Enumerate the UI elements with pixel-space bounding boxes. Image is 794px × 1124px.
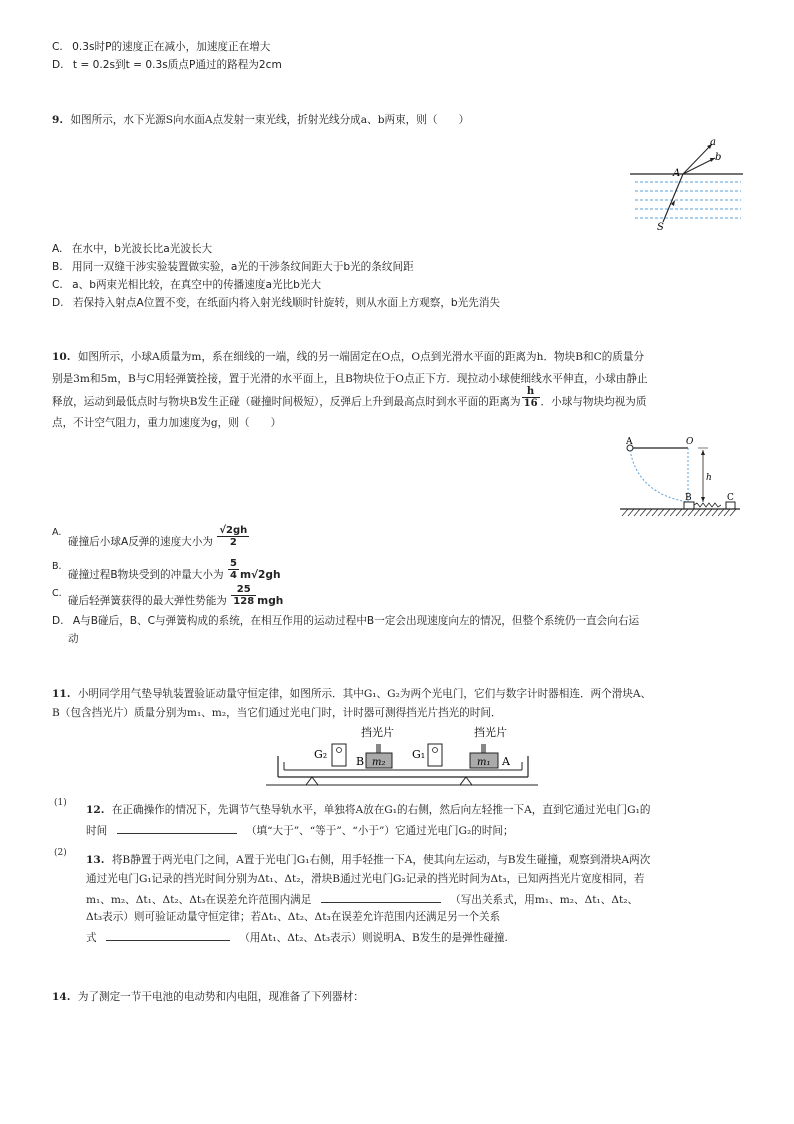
fraction-denominator: 128: [233, 595, 255, 607]
q13-line1: [86, 853, 650, 867]
option-text: 若保持入射点A位置不变，在纸面内将入射光线顺时针旋转，则从水面上方观察，b光先消失: [72, 297, 501, 309]
figure-label-shade-1: 挡光片: [361, 726, 394, 739]
q10-option-b: [68, 557, 281, 582]
q9-option-c: [52, 278, 321, 292]
figure-label-ray-a: a: [710, 137, 716, 148]
figure-label-ray-b: b: [715, 152, 722, 163]
sub-question-tag-2: (2): [54, 848, 67, 858]
figure-label-b: B: [356, 755, 365, 768]
option-text: 碰撞过程B物块受到的冲量大小为: [68, 569, 224, 581]
option-text: t = 0.2s到t = 0.3s质点P通过的路程为2cm: [72, 59, 282, 71]
question-text: 将B静置于两光电门之间，A置于光电门G₁右侧，用手轻推一下A，使其向左运动，与B发生碰撞，观察到滑块A两次: [111, 854, 651, 866]
q12-line1: [86, 803, 650, 817]
q13-line3: [86, 891, 638, 907]
question-text: 在正确操作的情况下，先调节气垫导轨水平，单独将A放在G₁的右侧，然后向左轻推一下A，直到它通过光电门G₁的: [111, 804, 651, 816]
option-text: 0.3s时P的速度正在减小，加速度正在增大: [72, 41, 271, 53]
option-text: a、b两束光相比较，在真空中的传播速度a光比b光大: [72, 279, 322, 291]
stem-text: （填“大于”、“等于”、“小于”）它通过光电门G₂的时间；: [245, 825, 514, 837]
fraction-h-16: [522, 386, 540, 409]
stem-text: （写出关系式，用m₁、m₂、Δt₁、Δt₂、: [450, 894, 639, 906]
q10-option-a-label: A.: [52, 527, 62, 538]
figure-label-a-point: A: [673, 168, 681, 179]
fraction-denominator: 4: [229, 569, 237, 581]
option-label: D.: [52, 59, 64, 71]
figure-label-h: h: [706, 473, 712, 483]
q9-option-a: [52, 242, 212, 256]
figure-label-b: B: [685, 493, 692, 503]
option-b-tail: m√2gh: [239, 569, 281, 581]
q10-option-d: [52, 614, 639, 628]
option-label: C.: [52, 41, 63, 53]
answer-blank[interactable]: [106, 929, 230, 941]
q13-line4: Δt₃表示）则可验证动量守恒定律；若Δt₁、Δt₂、Δt₃在误差允许范围内还满足另一个关系: [86, 911, 501, 923]
q10-stem-line2: 别是3m和5m，B与C用轻弹簧拴接，置于光滑的水平面上，且B物块位于O点正下方．现拉动小球使细线水平伸直，小球由静止: [52, 373, 648, 385]
figure-label-g2: G₂: [314, 748, 328, 761]
question-number: 14.: [52, 991, 71, 1003]
stem-text: ．小球与物块均视为质: [540, 396, 647, 408]
figure-label-shade-2: 挡光片: [474, 726, 507, 739]
stem-text: 释放，运动到最低点时与物块B发生正碰（碰撞时间极短），反弹后上升到最高点时到水平面的距离为: [52, 396, 521, 408]
figure-label-m1: m₁: [477, 757, 491, 768]
figure-label-c: C: [727, 493, 734, 503]
q10-stem-line3: [52, 385, 647, 409]
option-b-fraction: [228, 558, 239, 581]
option-label: B.: [52, 261, 63, 273]
q12-line2: [86, 822, 514, 838]
q13-line5: [86, 929, 508, 945]
option-text: 碰后轻弹簧获得的最大弹性势能为: [68, 595, 227, 607]
figure-label-g1: G₁: [412, 748, 426, 761]
option-label: C.: [52, 279, 63, 291]
option-c-tail: mgh: [257, 595, 284, 607]
fraction-numerator: h: [522, 386, 540, 398]
q10-option-c: [68, 583, 284, 608]
question-text: 如图所示，水下光源S向水面A点发射一束光线，折射光线分成a、b两束，则（ ）: [70, 114, 470, 126]
option-label: D.: [52, 297, 64, 309]
figure-label-a: A: [626, 437, 633, 447]
figure-label-a: A: [502, 755, 510, 768]
q11-air-track-figure: [266, 722, 538, 788]
answer-blank[interactable]: [117, 822, 237, 834]
figure-label-m2: m₂: [372, 757, 386, 768]
question-number: 13.: [86, 854, 105, 866]
q8-option-d: [52, 58, 282, 72]
fraction-denominator: 16: [523, 397, 538, 409]
q8-option-c: [52, 40, 270, 54]
question-text: 如图所示，小球A质量为m，系在细线的一端，线的另一端固定在O点，O点到光滑水平面的距离为h．物块B和C的质量分: [77, 351, 645, 363]
stem-text: 时间: [86, 825, 108, 837]
fraction-denominator: 2: [229, 536, 237, 548]
option-text: A与B碰后，B、C与弹簧构成的系统，在相互作用的运动过程中B一定会出现速度向左的情况，但整个系统仍一直会向右运: [72, 615, 640, 627]
question-number: 12.: [86, 804, 105, 816]
fraction-numerator: 25: [231, 584, 256, 596]
figure-label-s: S: [657, 222, 664, 233]
q13-line2: 通过光电门G₁记录的挡光时间分别为Δt₁、Δt₂，滑块B通过光电门G₂记录的挡光时间为Δt₃，已知两挡光片宽度相同，若: [86, 873, 645, 885]
stem-text: 式: [86, 932, 97, 944]
q10-stem-line4: 点，不计空气阻力，重力加速度为g，则（ ）: [52, 417, 282, 429]
figure-label-o: O: [686, 437, 694, 447]
fraction-numerator: √2gh: [219, 524, 248, 536]
q10-option-c-label: C.: [52, 588, 62, 599]
option-label: D.: [52, 615, 64, 627]
q14-stem: [52, 990, 364, 1004]
answer-blank[interactable]: [321, 891, 441, 903]
q10-option-b-label: B.: [52, 561, 62, 572]
option-a-fraction: [217, 525, 249, 548]
q9-option-b: [52, 260, 414, 274]
fraction-numerator: 5: [229, 557, 237, 569]
question-number: 10.: [52, 351, 71, 363]
q10-option-a: [68, 524, 250, 549]
stem-text: m₁、m₂、Δt₁、Δt₂、Δt₃在误差允许范围内满足: [86, 894, 312, 906]
q10-option-d-cont: 动: [68, 633, 79, 645]
q10-pendulum-figure: [618, 436, 742, 522]
question-number: 11.: [52, 688, 71, 700]
question-text: 为了测定一节干电池的电动势和内电阻，现准备了下列器材：: [77, 991, 364, 1003]
sub-question-tag-1: (1): [54, 798, 67, 808]
question-text: 小明同学用气垫导轨装置验证动量守恒定律，如图所示．其中G₁、G₂为两个光电门，它们与数字计时器相连．两个滑块A、: [77, 688, 652, 700]
q11-stem-line1: [52, 687, 651, 701]
option-text: 在水中，b光波长比a光波长大: [71, 243, 213, 255]
q9-option-d: [52, 296, 500, 310]
q9-stem: [52, 113, 469, 127]
question-number: 9.: [52, 114, 64, 126]
q9-refraction-figure: [625, 134, 745, 234]
q11-stem-line2: B（包含挡光片）质量分别为m₁、m₂，当它们通过光电门时，计时器可测得挡光片挡光的时间．: [52, 707, 502, 719]
option-label: A.: [52, 243, 63, 255]
option-text: 碰撞后小球A反弹的速度大小为: [68, 536, 213, 548]
option-c-fraction: [231, 584, 256, 607]
q10-stem-line1: [52, 350, 644, 364]
stem-text: （用Δt₁、Δt₂、Δt₃表示）则说明A、B发生的是弹性碰撞.: [239, 932, 508, 944]
option-text: 用同一双缝干涉实验装置做实验，a光的干涉条纹间距大于b光的条纹间距: [72, 261, 414, 273]
